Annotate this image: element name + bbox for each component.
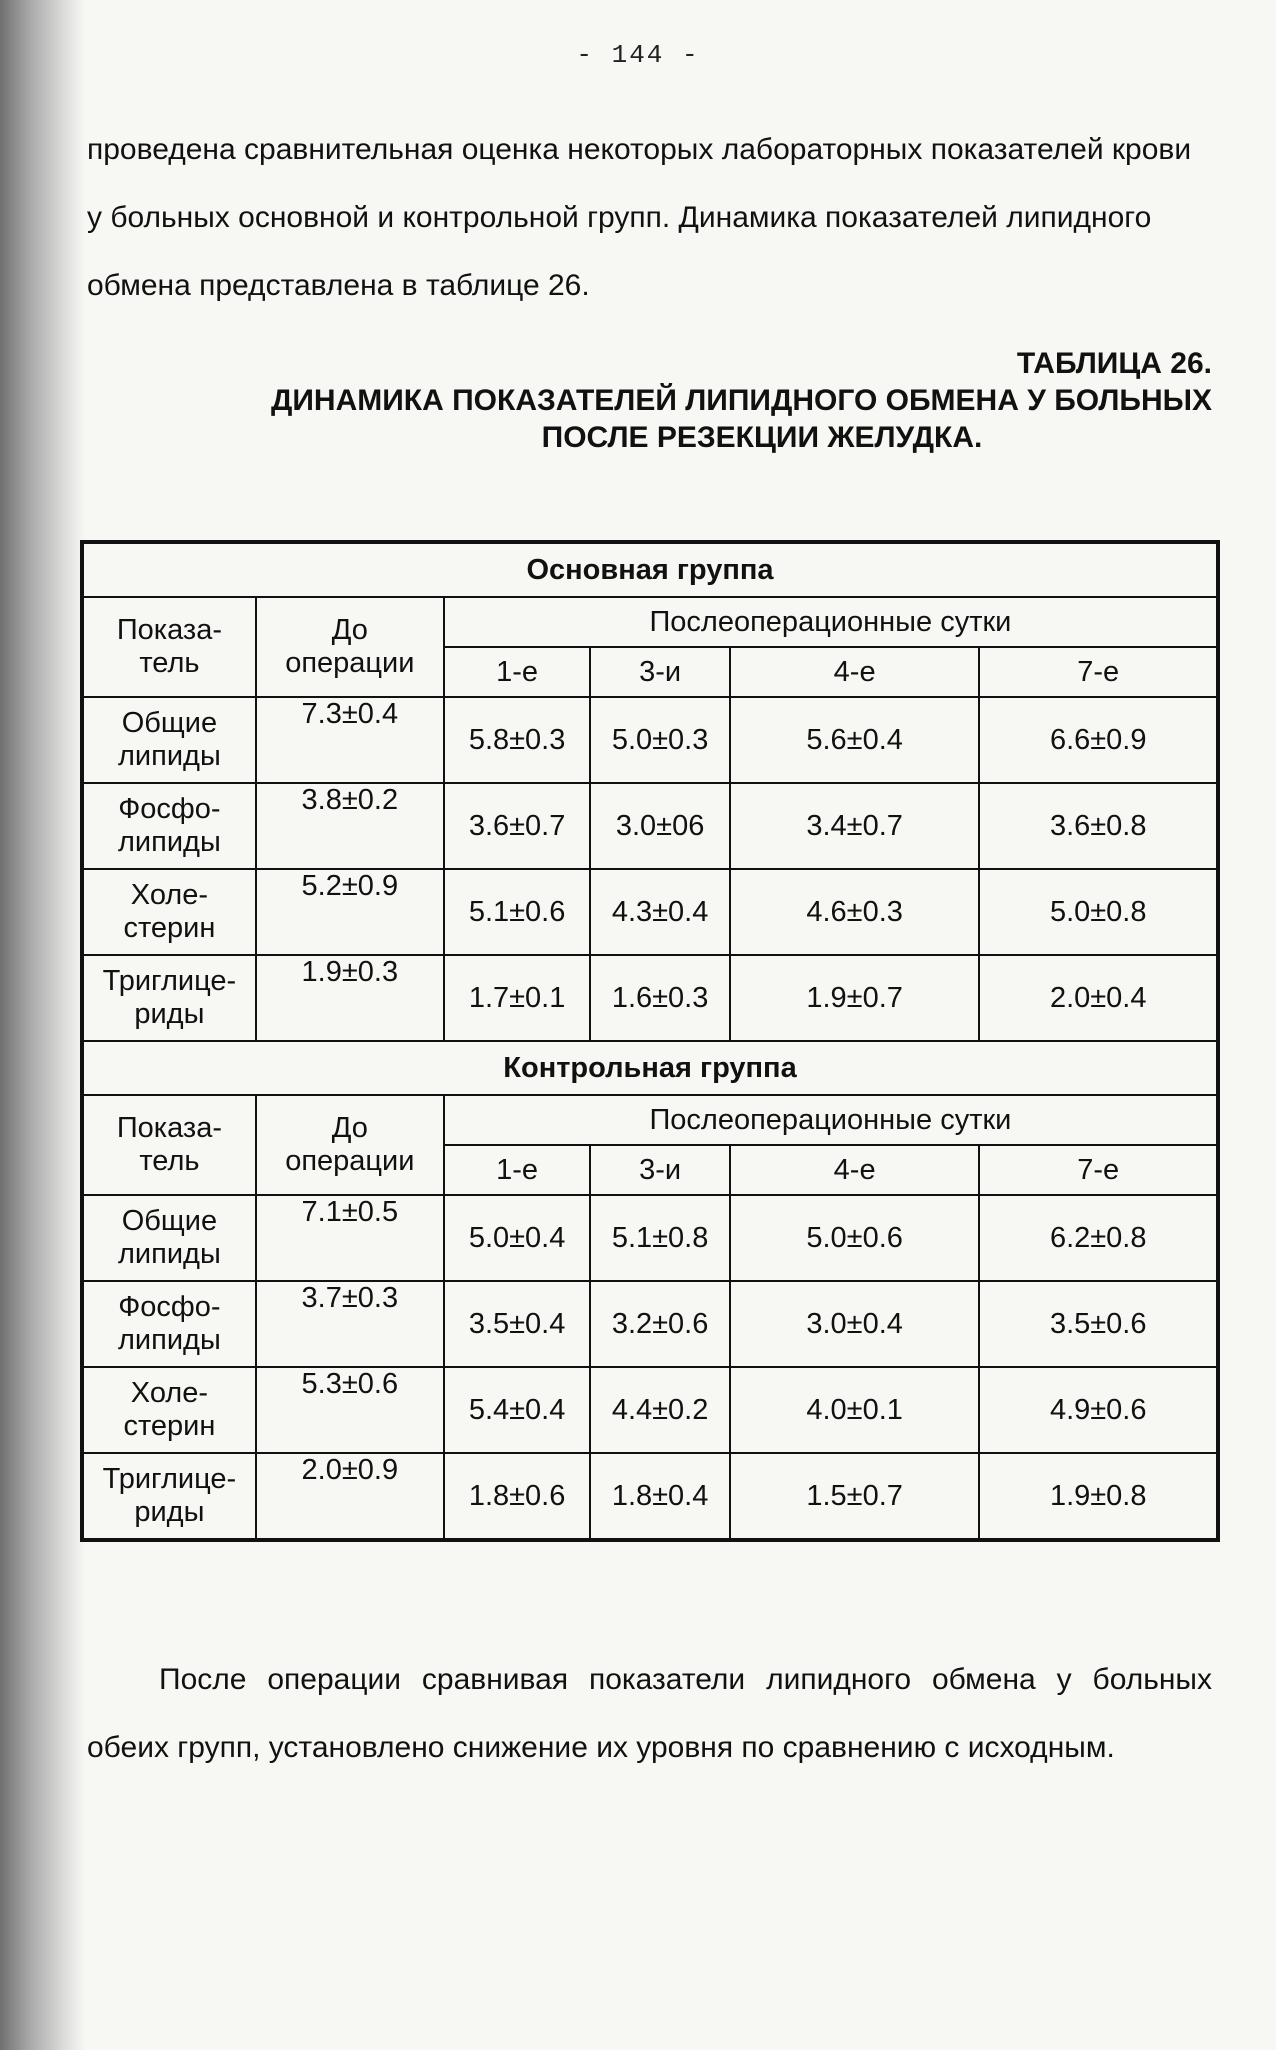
- day-header: 7-е: [979, 1145, 1218, 1195]
- indicator-label-line1: Триглице-: [102, 1463, 237, 1495]
- value-before: 1.9±0.3: [256, 955, 444, 1041]
- before-surgery-header-line1: До: [331, 1112, 368, 1144]
- value-day-3: 1.6±0.3: [590, 955, 729, 1041]
- group-title: Контрольная группа: [82, 1041, 1218, 1095]
- indicator-label: [82, 1367, 256, 1453]
- indicator-label: [82, 697, 256, 783]
- indicator-header-line2: тель: [139, 1145, 200, 1177]
- lipid-table: [80, 540, 1220, 1542]
- value-day-3: 4.3±0.4: [590, 869, 729, 955]
- value-day-1: 5.1±0.6: [444, 869, 591, 955]
- group-title: Основная группа: [82, 542, 1218, 597]
- table-row: [82, 697, 1218, 783]
- indicator-label: [82, 1281, 256, 1367]
- indicator-label-line2: риды: [134, 1496, 205, 1528]
- value-day-3: 5.1±0.8: [590, 1195, 729, 1281]
- group-title-row: [82, 1041, 1218, 1095]
- value-day-3: 5.0±0.3: [590, 697, 729, 783]
- value-before: 3.7±0.3: [256, 1281, 444, 1367]
- value-day-1: 1.8±0.6: [444, 1453, 591, 1540]
- value-day-7: 6.2±0.8: [979, 1195, 1218, 1281]
- indicator-header-line1: Показа-: [116, 614, 222, 646]
- indicator-label-line1: Триглице-: [102, 965, 237, 997]
- indicator-label: [82, 1195, 256, 1281]
- indicator-label-line1: Фосфо-: [118, 1291, 221, 1323]
- before-surgery-header-line2: операции: [285, 647, 415, 679]
- value-day-7: 4.9±0.6: [979, 1367, 1218, 1453]
- value-day-3: 3.0±06: [590, 783, 729, 869]
- page-number: - 144 -: [576, 40, 700, 70]
- scan-edge-shadow: [0, 0, 85, 2050]
- intro-paragraph: проведена сравнительная оценка некоторых лабораторных показателей крови у больных основной и контрольной групп. Динамика показателей липидного обмена представлена в таблице 26.: [87, 133, 1192, 302]
- value-day-4: 5.6±0.4: [730, 697, 980, 783]
- day-header: 7-е: [979, 647, 1218, 697]
- before-surgery-header-line2: операции: [285, 1145, 415, 1177]
- group-title-row: [82, 542, 1218, 597]
- value-day-7: 1.9±0.8: [979, 1453, 1218, 1540]
- day-header: 3-и: [590, 1145, 729, 1195]
- value-before: 3.8±0.2: [256, 783, 444, 869]
- value-day-3: 3.2±0.6: [590, 1281, 729, 1367]
- indicator-header: [82, 597, 256, 697]
- value-day-7: 6.6±0.9: [979, 697, 1218, 783]
- table-caption: [112, 345, 1212, 456]
- value-day-1: 1.7±0.1: [444, 955, 591, 1041]
- value-day-4: 4.0±0.1: [730, 1367, 980, 1453]
- indicator-label-line2: липиды: [118, 740, 221, 772]
- value-day-7: 5.0±0.8: [979, 869, 1218, 955]
- indicator-label-line2: липиды: [118, 1238, 221, 1270]
- value-day-4: 1.9±0.7: [730, 955, 980, 1041]
- indicator-label-line1: Фосфо-: [118, 793, 221, 825]
- indicator-label-line1: Холе-: [130, 879, 209, 911]
- indicator-header: [82, 1095, 256, 1195]
- postop-days-header: Послеоперационные сутки: [444, 597, 1218, 647]
- value-before: 7.1±0.5: [256, 1195, 444, 1281]
- table-title-line1: ДИНАМИКА ПОКАЗАТЕЛЕЙ ЛИПИДНОГО ОБМЕНА У БОЛЬНЫХ: [270, 384, 1212, 417]
- table-row: [82, 1195, 1218, 1281]
- indicator-label-line1: Холе-: [130, 1377, 209, 1409]
- postop-days-header: Послеоперационные сутки: [444, 1095, 1218, 1145]
- value-day-3: 4.4±0.2: [590, 1367, 729, 1453]
- indicator-label-line2: липиды: [118, 826, 221, 858]
- value-day-4: 4.6±0.3: [730, 869, 980, 955]
- value-day-7: 3.5±0.6: [979, 1281, 1218, 1367]
- day-header: 4-е: [730, 1145, 980, 1195]
- indicator-label-line2: риды: [134, 998, 205, 1030]
- indicator-label-line1: Общие: [121, 1205, 218, 1237]
- value-before: 7.3±0.4: [256, 697, 444, 783]
- value-day-3: 1.8±0.4: [590, 1453, 729, 1540]
- value-day-4: 5.0±0.6: [730, 1195, 980, 1281]
- value-day-1: 3.5±0.4: [444, 1281, 591, 1367]
- before-surgery-header-line1: До: [331, 614, 368, 646]
- before-surgery-header: [256, 1095, 444, 1195]
- indicator-header-line1: Показа-: [116, 1112, 222, 1144]
- indicator-label-line2: стерин: [123, 912, 216, 944]
- table-title-line2: ПОСЛЕ РЕЗЕКЦИИ ЖЕЛУДКА.: [541, 421, 983, 454]
- table-row: [82, 1367, 1218, 1453]
- day-header: 3-и: [590, 647, 729, 697]
- value-day-1: 3.6±0.7: [444, 783, 591, 869]
- value-day-1: 5.8±0.3: [444, 697, 591, 783]
- table-row: [82, 783, 1218, 869]
- conclusion-paragraph: После операции сравнивая показатели липидного обмена у больных обеих групп, установлено снижение их уровня по сравнению с исходным.: [87, 1663, 1212, 1764]
- table-number: ТАБЛИЦА 26.: [1016, 347, 1212, 380]
- value-before: 2.0±0.9: [256, 1453, 444, 1540]
- day-header: 1-е: [444, 1145, 591, 1195]
- indicator-label-line1: Общие: [121, 707, 218, 739]
- day-header: 1-е: [444, 647, 591, 697]
- table-row: [82, 869, 1218, 955]
- indicator-label: [82, 955, 256, 1041]
- indicator-label-line2: липиды: [118, 1324, 221, 1356]
- value-day-4: 1.5±0.7: [730, 1453, 980, 1540]
- table-row: [82, 1453, 1218, 1540]
- indicator-label-line2: стерин: [123, 1410, 216, 1442]
- value-day-1: 5.0±0.4: [444, 1195, 591, 1281]
- indicator-label: [82, 783, 256, 869]
- value-before: 5.2±0.9: [256, 869, 444, 955]
- header-row: [82, 1095, 1218, 1145]
- indicator-label: [82, 1453, 256, 1540]
- header-row: [82, 597, 1218, 647]
- indicator-label: [82, 869, 256, 955]
- value-day-4: 3.4±0.7: [730, 783, 980, 869]
- value-day-4: 3.0±0.4: [730, 1281, 980, 1367]
- value-before: 5.3±0.6: [256, 1367, 444, 1453]
- value-day-7: 2.0±0.4: [979, 955, 1218, 1041]
- day-header: 4-е: [730, 647, 980, 697]
- indicator-header-line2: тель: [139, 647, 200, 679]
- table-row: [82, 955, 1218, 1041]
- value-day-1: 5.4±0.4: [444, 1367, 591, 1453]
- value-day-7: 3.6±0.8: [979, 783, 1218, 869]
- before-surgery-header: [256, 597, 444, 697]
- table-row: [82, 1281, 1218, 1367]
